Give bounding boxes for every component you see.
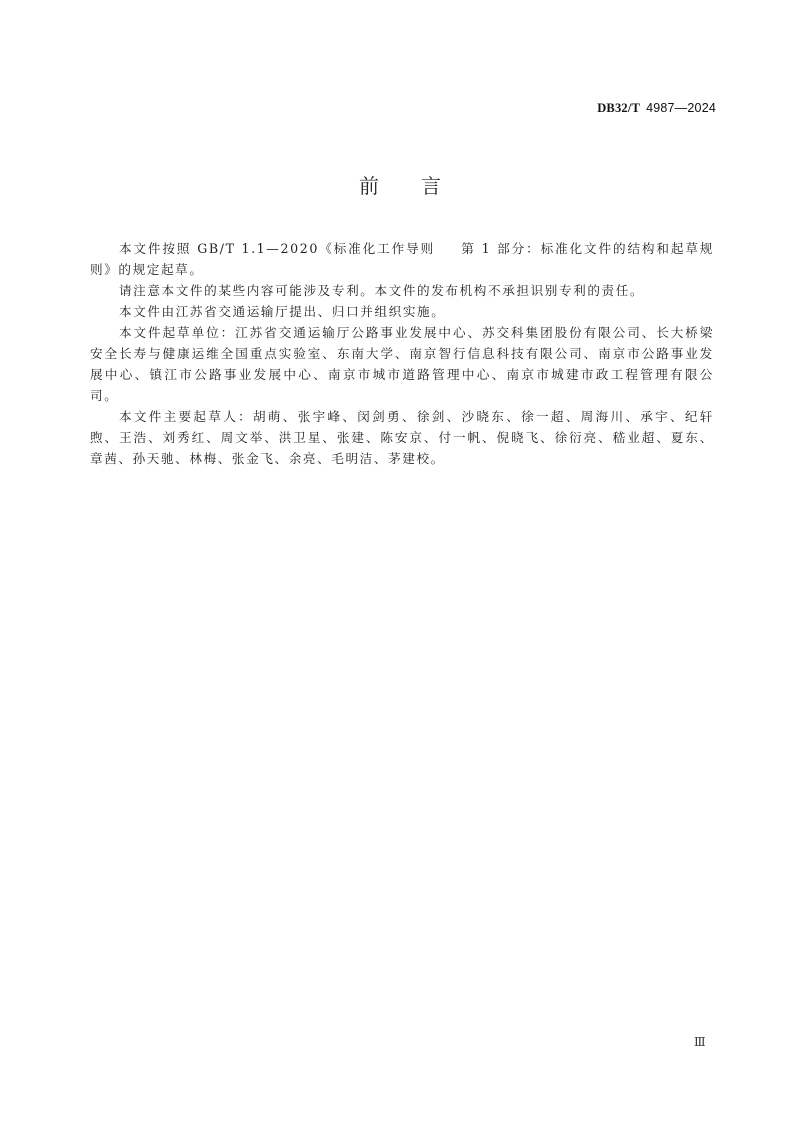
foreword-body: [90, 238, 714, 469]
standard-number: 4987—2024: [646, 101, 716, 115]
paragraph-patent-notice: 请注意本文件的某些内容可能涉及专利。本文件的发布机构不承担识别专利的责任。: [118, 283, 645, 298]
paragraph-drafters: 本文件主要起草人：胡萌、张宇峰、闵剑勇、徐剑、沙晓东、徐一超、周海川、承宇、纪轩煦、王浩、刘秀红、周文举、洪卫星、张建、陈安京、付一帆、倪晓飞、徐衍亮、嵇业超、夏东、章茜、孙天驰、林梅、张金飞、余亮、毛明洁、茅建校。: [90, 409, 714, 466]
title-char-1: 前: [359, 174, 379, 198]
paragraph-drafting-units: 本文件起草单位：江苏省交通运输厅公路事业发展中心、苏交科集团股份有限公司、长大桥梁安全长寿与健康运维全国重点实验室、东南大学、南京智行信息科技有限公司、南京市公路事业发展中心、镇江市公路事业发展中心、南京市城市道路管理中心、南京市城建市政工程管理有限公司。: [90, 325, 714, 403]
paragraph-standard-basis-part2: 第 1 部分：标准化文件的结构和起草规则》的规定起草。: [90, 241, 715, 277]
paragraph-standard-basis-part1: 本文件按照 GB/T 1.1—2020《标准化工作导则: [118, 241, 436, 256]
paragraph-standard-basis: [90, 238, 714, 280]
page-title: [0, 170, 800, 199]
page-number: Ⅲ: [694, 1035, 706, 1049]
standard-prefix: DB32/T: [597, 101, 641, 115]
paragraph-proposer: 本文件由江苏省交通运输厅提出、归口并组织实施。: [118, 304, 446, 319]
title-char-2: 言: [421, 174, 441, 198]
document-code-header: [597, 101, 716, 116]
